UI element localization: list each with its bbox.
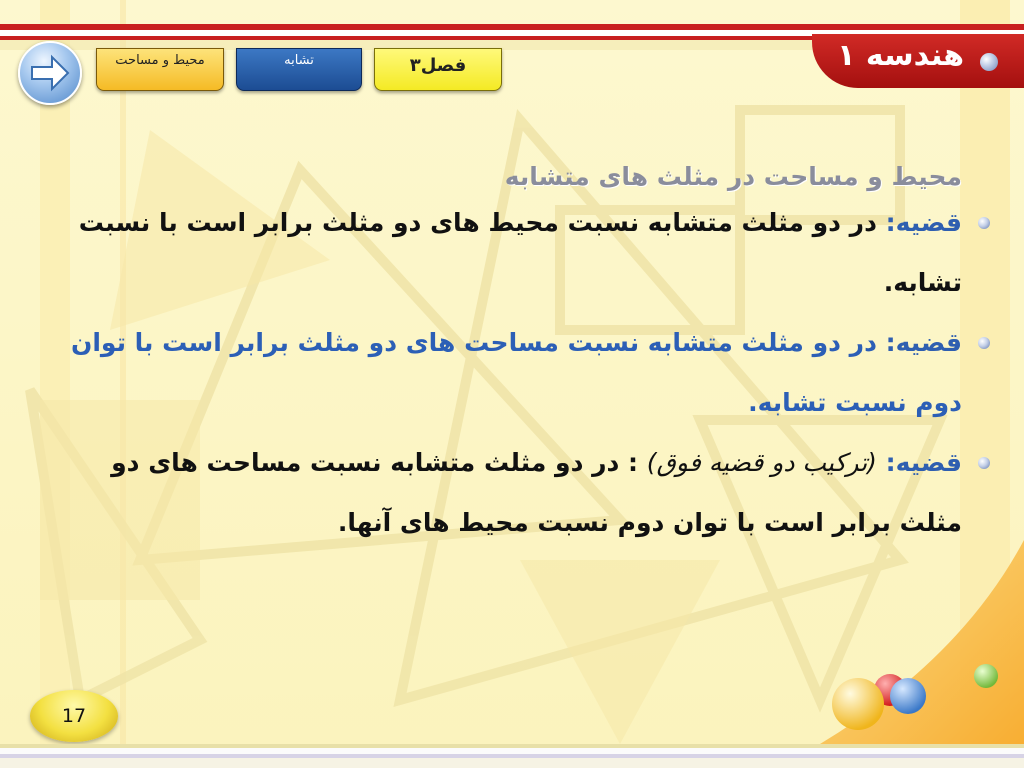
theorem-item <box>62 433 962 553</box>
theorem-label: قضیه: <box>885 448 962 477</box>
page-number-badge <box>30 690 118 742</box>
bullet-dot-icon <box>978 217 990 229</box>
section-subtitle: محیط و مساحت در مثلث های متشابه <box>504 162 962 191</box>
slide-content <box>62 162 962 553</box>
yellow-ball-icon <box>832 678 884 730</box>
theorem-item <box>62 313 962 433</box>
next-button[interactable] <box>18 41 82 105</box>
bullet-dot-icon <box>978 337 990 349</box>
title-bullet-icon <box>980 53 998 71</box>
bottom-stripe <box>0 744 1024 768</box>
theorem-text: : در دو مثلث متشابه نسبت مساحت های دو مثلث برابر است با توان دوم نسبت محیط های آنها. <box>111 448 962 537</box>
theorem-label: قضیه: <box>885 208 962 237</box>
theorem-note: (ترکیب دو قضیه فوق) <box>646 448 877 477</box>
decorative-balls <box>820 650 1024 750</box>
arrow-right-icon <box>28 53 72 93</box>
theorem-label: قضیه: <box>885 328 962 357</box>
tab-perimeter-area[interactable]: محیط و مساحت <box>96 48 224 91</box>
green-ball-icon <box>974 664 998 688</box>
theorem-text: در دو مثلث متشابه نسبت محیط های دو مثلث برابر است با نسبت تشابه. <box>78 208 962 297</box>
theorem-text: در دو مثلث متشابه نسبت مساحت های دو مثلث برابر است با توان دوم نسبت تشابه. <box>71 328 962 417</box>
theorem-item <box>62 193 962 313</box>
bullet-dot-icon <box>978 457 990 469</box>
tab-chapter-3[interactable]: فصل۳ <box>374 48 502 91</box>
page-title: هندسه ۱ <box>837 38 964 73</box>
tab-similarity[interactable]: تشابه <box>236 48 362 91</box>
blue-ball-icon <box>890 678 926 714</box>
page-number: 17 <box>61 705 87 727</box>
